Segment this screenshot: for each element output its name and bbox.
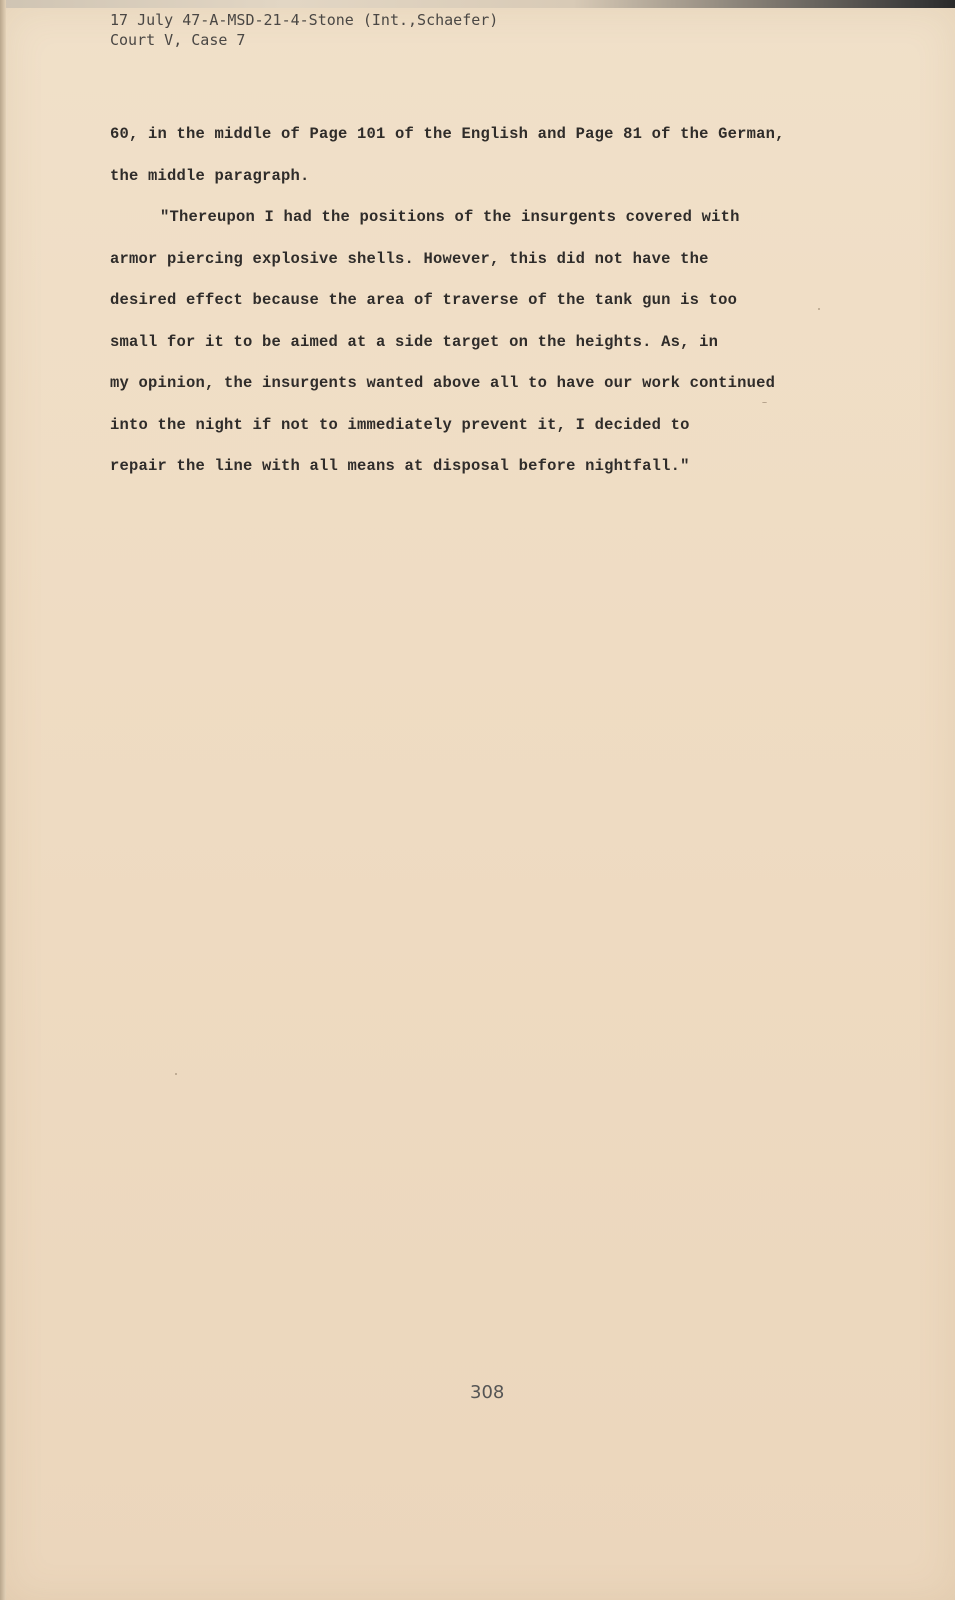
header-line-2: Court V, Case 7 bbox=[110, 31, 246, 49]
document-body bbox=[110, 114, 850, 488]
body-line: repair the line with all means at disposal before nightfall." bbox=[110, 457, 690, 475]
scan-top-edge bbox=[0, 0, 955, 8]
paper-speck bbox=[762, 402, 767, 403]
body-line: "Thereupon I had the positions of the insurgents covered with bbox=[160, 208, 740, 226]
body-line: small for it to be aimed at a side target on the heights. As, in bbox=[110, 332, 719, 351]
paper-speck bbox=[175, 1073, 177, 1075]
page-number: 308 bbox=[470, 1382, 505, 1403]
body-line: the middle paragraph. bbox=[110, 166, 310, 185]
body-line: armor piercing explosive shells. However, this did not have the bbox=[110, 249, 709, 268]
body-line: my opinion, the insurgents wanted above all to have our work continued bbox=[110, 374, 776, 392]
paper-speck bbox=[818, 308, 820, 310]
body-line: into the night if not to immediately prevent it, I decided to bbox=[110, 415, 690, 434]
document-header bbox=[110, 10, 498, 50]
header-line-1: 17 July 47-A-MSD-21-4-Stone (Int.,Schaefer) bbox=[110, 11, 499, 29]
body-line: 60, in the middle of Page 101 of the English and Page 81 of the German, bbox=[110, 125, 785, 143]
body-line: desired effect because the area of traverse of the tank gun is too bbox=[110, 291, 738, 309]
